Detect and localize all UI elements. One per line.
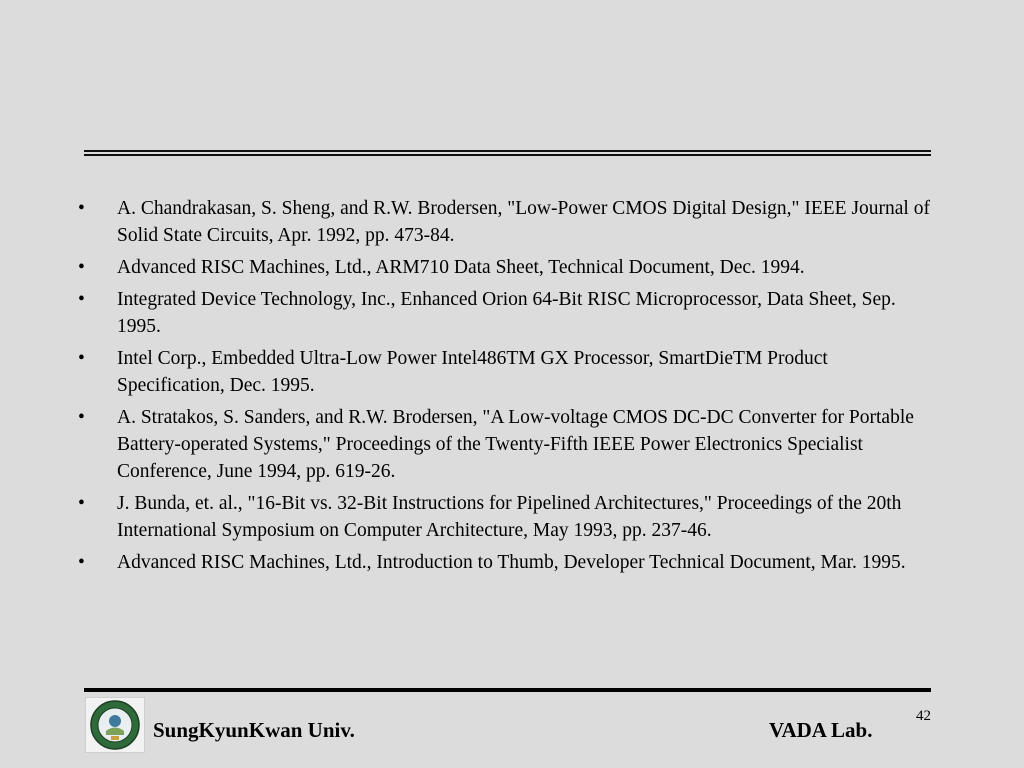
reference-text: Advanced RISC Machines, Ltd., Introduction to Thumb, Developer Technical Document, Mar. 1995. [117,552,906,573]
bullet: • [78,493,85,514]
bullet: • [78,289,85,310]
reference-text: Advanced RISC Machines, Ltd., ARM710 Data Sheet, Technical Document, Dec. 1994. [117,257,805,278]
reference-text: Integrated Device Technology, Inc., Enhanced Orion 64-Bit RISC Microprocessor, Data Sheet, Sep. 1995. [117,289,896,337]
page-number: 42 [916,708,931,724]
reference-item [78,286,938,340]
top-double-rule [84,150,931,156]
bullet: • [78,552,85,573]
reference-text: A. Chandrakasan, S. Sheng, and R.W. Brodersen, "Low-Power CMOS Digital Design," IEEE Journal of Solid State Circuits, Apr. 1992, pp. 473-84. [117,198,930,246]
reference-item [78,195,938,249]
footer-university-name: SungKyunKwan Univ. [153,718,355,742]
bullet: • [78,257,85,278]
reference-item [78,549,938,576]
reference-text: Intel Corp., Embedded Ultra-Low Power Intel486TM GX Processor, SmartDieTM Product Specification, Dec. 1995. [117,348,828,396]
reference-text: A. Stratakos, S. Sanders, and R.W. Brodersen, "A Low-voltage CMOS DC-DC Converter for Portable Battery-operated Systems," Proceedings of the Twenty-Fifth IEEE Power Electronics Specialist Conference, June 1994, pp. 619-26. [117,407,914,482]
bullet: • [78,407,85,428]
bullet: • [78,348,85,369]
reference-item [78,254,938,281]
bottom-rule [84,688,931,692]
bullet: • [78,198,85,219]
reference-text: J. Bunda, et. al., "16-Bit vs. 32-Bit Instructions for Pipelined Architectures," Proceedings of the 20th International Symposium on Computer Architecture, May 1993, pp. 237-46. [117,493,902,541]
reference-item [78,404,938,485]
university-seal-icon [85,697,145,753]
reference-item [78,345,938,399]
top-rule-line [84,154,931,156]
footer-lab-name: VADA Lab. [769,718,873,742]
reference-item [78,490,938,544]
top-rule-line [84,150,931,152]
reference-list [78,195,938,581]
